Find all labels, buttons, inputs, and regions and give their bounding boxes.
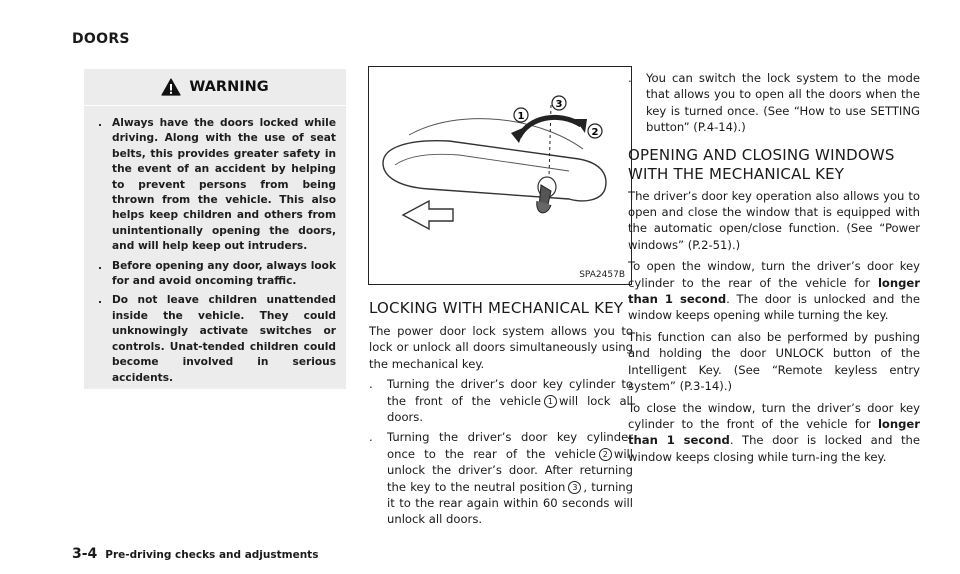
- warning-item: [88, 116, 336, 255]
- locking-heading: LOCKING WITH MECHANICAL KEY: [369, 299, 624, 317]
- paragraph: To close the window, turn the driver’s door key cylinder to the front of the vehicle for longer than 1 second. The door is locked and the window keeps closing while turn-ing the key.: [628, 400, 921, 464]
- locking-section: [369, 299, 633, 528]
- warning-list: [84, 106, 346, 386]
- circled-number: 2: [599, 448, 612, 461]
- svg-text:1: 1: [517, 111, 525, 122]
- paragraph: The driver’s door key operation also allows you to open and close the window that is equipped with the automatic open/close function. (See “Power windows” (P.2-51).): [628, 188, 920, 252]
- footer-title: Pre-driving checks and adjustments: [105, 549, 319, 561]
- warning-title-bar: [84, 69, 346, 106]
- list-item-text: Turning the driver’s door key cylinder once to the rear of the vehicle 2 will unlock the driver’s door. After returning the key to the neutral position 3 , turning it to the rear again within 60 seconds will unlock all doors.: [387, 430, 633, 527]
- warning-item-text: Do not leave children unattended inside the vehicle. They could unknowingly activate switches or controls. Unat-tended children could become involved in serious accidents.: [112, 294, 336, 384]
- list-item-text: You can switch the lock system to the mode that allows you to open all the doors when the key is turned once. (See “How to use SETTING button” (P.4-14).): [646, 71, 920, 135]
- figure-caption: SPA2457B: [579, 270, 625, 280]
- bullet-mark: .: [97, 294, 103, 307]
- list-item: [369, 376, 633, 425]
- warning-box: [84, 69, 346, 389]
- warning-title: WARNING: [189, 79, 269, 95]
- door-handle-illustration: [369, 67, 630, 267]
- svg-text:3: 3: [555, 99, 563, 110]
- page-number: 3-4: [72, 546, 98, 562]
- warning-icon: [161, 78, 181, 96]
- list-item: [628, 70, 920, 136]
- figure-label-3: [552, 96, 566, 110]
- warning-item-text: Always have the doors locked while driving. Along with the use of seat belts, this provides greater safety in the event of an accident by helping to prevent persons from being thrown from the vehicle. This also helps keep children and others from unintentionally opening the doors, and will help keep out intruders.: [112, 117, 336, 253]
- paragraph: This function can also be performed by pushing and holding the door UNLOCK button of the Intelligent Key. (See “Remote keyless entry system” (P.3-14).): [628, 329, 920, 394]
- bullet-mark: .: [369, 377, 373, 392]
- windows-section: [628, 70, 920, 470]
- section-header: DOORS: [72, 31, 130, 47]
- figure-label-1: [514, 108, 528, 122]
- figure-label-2: [588, 124, 602, 138]
- circled-number: 3: [568, 481, 581, 494]
- bullet-mark: .: [628, 71, 632, 85]
- bullet-mark: .: [369, 430, 373, 445]
- page-footer: [72, 546, 318, 562]
- circled-number: 1: [544, 395, 557, 408]
- windows-heading: OPENING AND CLOSING WINDOWS WITH THE MECHANICAL KEY: [628, 145, 895, 183]
- warning-item-text: Before opening any door, always look for and avoid oncoming traffic.: [112, 259, 336, 288]
- list-item-text: Turning the driver’s door key cylinder to the front of the vehicle 1 will lock all doors.: [387, 377, 633, 425]
- bullet-mark: .: [97, 117, 103, 129]
- locking-intro: The power door lock system allows you to lock or unlock all doors simultaneously using the mechanical key.: [369, 324, 633, 371]
- warning-item: [88, 259, 336, 290]
- paragraph: To open the window, turn the driver’s door key cylinder to the rear of the vehicle for longer than 1 second. The door is unlocked and the window keeps opening while turning the key.: [628, 259, 921, 323]
- list-item: [369, 429, 633, 527]
- bullet-mark: .: [97, 259, 103, 272]
- warning-item: [88, 293, 336, 385]
- door-handle-figure: [368, 66, 632, 285]
- svg-text:2: 2: [591, 127, 599, 138]
